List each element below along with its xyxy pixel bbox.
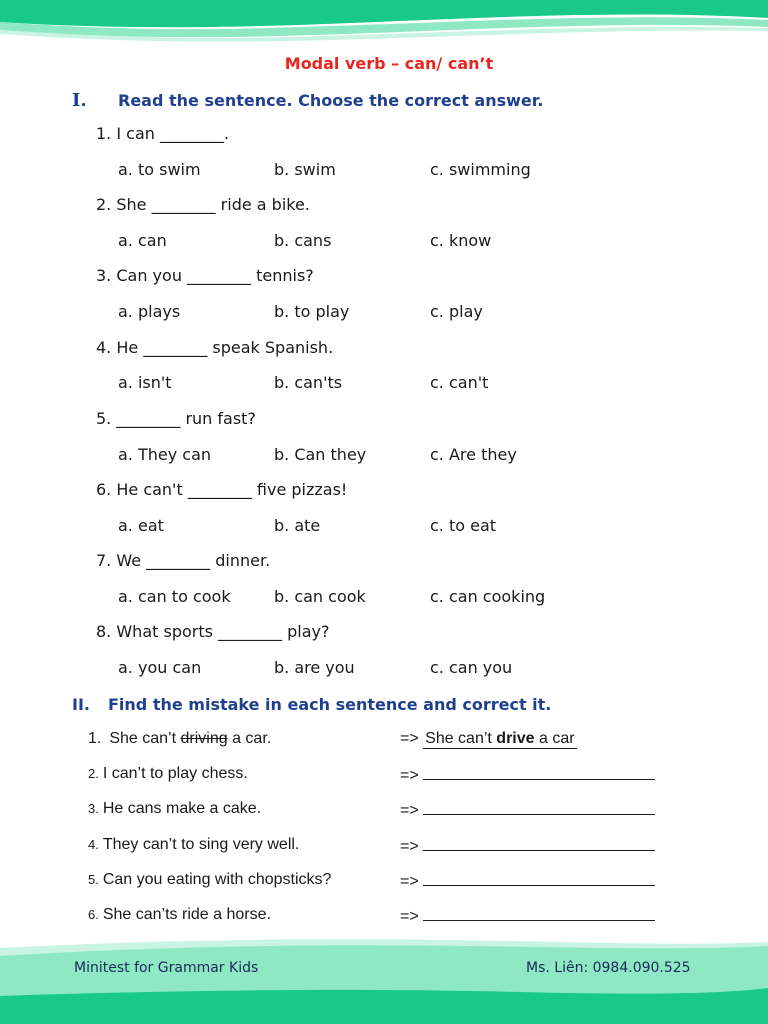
mistake-sentence: I can’t to play chess.	[102, 765, 248, 782]
mistake-sentence: Can you eating with chopsticks?	[102, 871, 332, 888]
question-8-option-a: a. you can	[118, 658, 202, 677]
arrow: =>	[400, 767, 419, 784]
section-2-heading	[72, 695, 551, 714]
question-1: 1. I can ________.	[96, 124, 230, 143]
example-answer	[423, 730, 576, 749]
section-2-instruction: Find the mistake in each sentence and correct it.	[108, 695, 552, 714]
footer-wave-decoration	[0, 938, 768, 1024]
mistake-example	[88, 730, 271, 748]
mistake-item-number: 3.	[88, 801, 99, 816]
question-3-option-a: a. plays	[118, 302, 181, 321]
question-1-option-b: b. swim	[274, 160, 336, 179]
mistake-item-2-answer	[400, 765, 655, 785]
question-2: 2. She ________ ride a bike.	[96, 195, 310, 214]
mistake-item-number: 5.	[88, 872, 99, 887]
question-7-option-c: c. can cooking	[430, 587, 546, 606]
answer-blank[interactable]	[423, 906, 655, 921]
question-1-option-c: c. swimming	[430, 160, 531, 179]
question-6-option-a: a. eat	[118, 516, 164, 535]
question-7: 7. We ________ dinner.	[96, 551, 271, 570]
mistake-item-3-answer	[400, 800, 655, 820]
question-5-option-b: b. Can they	[274, 445, 367, 464]
mistake-example-after: a car.	[227, 730, 272, 747]
answer-blank[interactable]	[423, 765, 655, 780]
mistake-item-4-answer	[400, 836, 655, 856]
question-7-option-a: a. can to cook	[118, 587, 231, 606]
mistake-item-6-answer	[400, 906, 655, 926]
example-answer-end: a car	[534, 730, 575, 747]
example-answer-start: She can’t	[425, 730, 497, 747]
question-6-option-b: b. ate	[274, 516, 321, 535]
question-4: 4. He ________ speak Spanish.	[96, 338, 334, 357]
footer-contact: Ms. Liên: 0984.090.525	[526, 960, 691, 976]
mistake-item-2	[88, 765, 248, 783]
arrow: =>	[400, 873, 419, 890]
section-2-number: II.	[72, 695, 90, 714]
question-4-option-a: a. isn't	[118, 373, 172, 392]
section-1-number: I.	[72, 90, 87, 111]
mistake-example-struck-word: driving	[180, 730, 228, 747]
header-wave-decoration	[0, 0, 768, 60]
question-2-option-c: c. know	[430, 231, 492, 250]
mistake-item-number: 4.	[88, 837, 99, 852]
question-5: 5. ________ run fast?	[96, 409, 256, 428]
question-3-option-c: c. play	[430, 302, 483, 321]
example-answer-bold-word: drive	[496, 730, 535, 747]
question-1-option-a: a. to swim	[118, 160, 201, 179]
footer-title: Minitest for Grammar Kids	[74, 960, 259, 976]
answer-blank[interactable]	[423, 800, 655, 815]
mistake-sentence: He cans make a cake.	[102, 800, 262, 817]
mistake-item-number: 6.	[88, 907, 99, 922]
answer-blank[interactable]	[423, 871, 655, 886]
arrow: =>	[400, 730, 419, 747]
question-7-option-b: b. can cook	[274, 587, 366, 606]
mistake-item-3	[88, 800, 261, 818]
mistake-item-5-answer	[400, 871, 655, 891]
question-2-option-a: a. can	[118, 231, 167, 250]
mistake-sentence: They can’t to sing very well.	[102, 836, 300, 853]
question-6-option-c: c. to eat	[430, 516, 497, 535]
question-8: 8. What sports ________ play?	[96, 622, 330, 641]
mistake-example-before: She can’t	[109, 730, 181, 747]
arrow: =>	[400, 838, 419, 855]
section-1-heading	[72, 90, 543, 111]
question-6: 6. He can't ________ five pizzas!	[96, 480, 348, 499]
question-4-option-b: b. can'ts	[274, 373, 343, 392]
question-3: 3. Can you ________ tennis?	[96, 266, 314, 285]
arrow: =>	[400, 908, 419, 925]
mistake-item-4	[88, 836, 299, 854]
mistake-example-correction	[400, 730, 577, 749]
mistake-sentence: She can’ts ride a horse.	[102, 906, 271, 923]
question-8-option-c: c. can you	[430, 658, 513, 677]
question-8-option-b: b. are you	[274, 658, 355, 677]
question-3-option-b: b. to play	[274, 302, 350, 321]
section-1-instruction: Read the sentence. Choose the correct answer.	[118, 91, 544, 110]
mistake-item-5	[88, 871, 331, 889]
question-5-option-a: a. They can	[118, 445, 212, 464]
question-2-option-b: b. cans	[274, 231, 332, 250]
question-5-option-c: c. Are they	[430, 445, 517, 464]
worksheet-title: Modal verb – can/ can’t	[284, 54, 494, 73]
answer-blank[interactable]	[423, 836, 655, 851]
mistake-example-number: 1.	[88, 730, 102, 747]
question-4-option-c: c. can't	[430, 373, 489, 392]
mistake-item-6	[88, 906, 271, 924]
arrow: =>	[400, 802, 419, 819]
mistake-item-number: 2.	[88, 766, 99, 781]
